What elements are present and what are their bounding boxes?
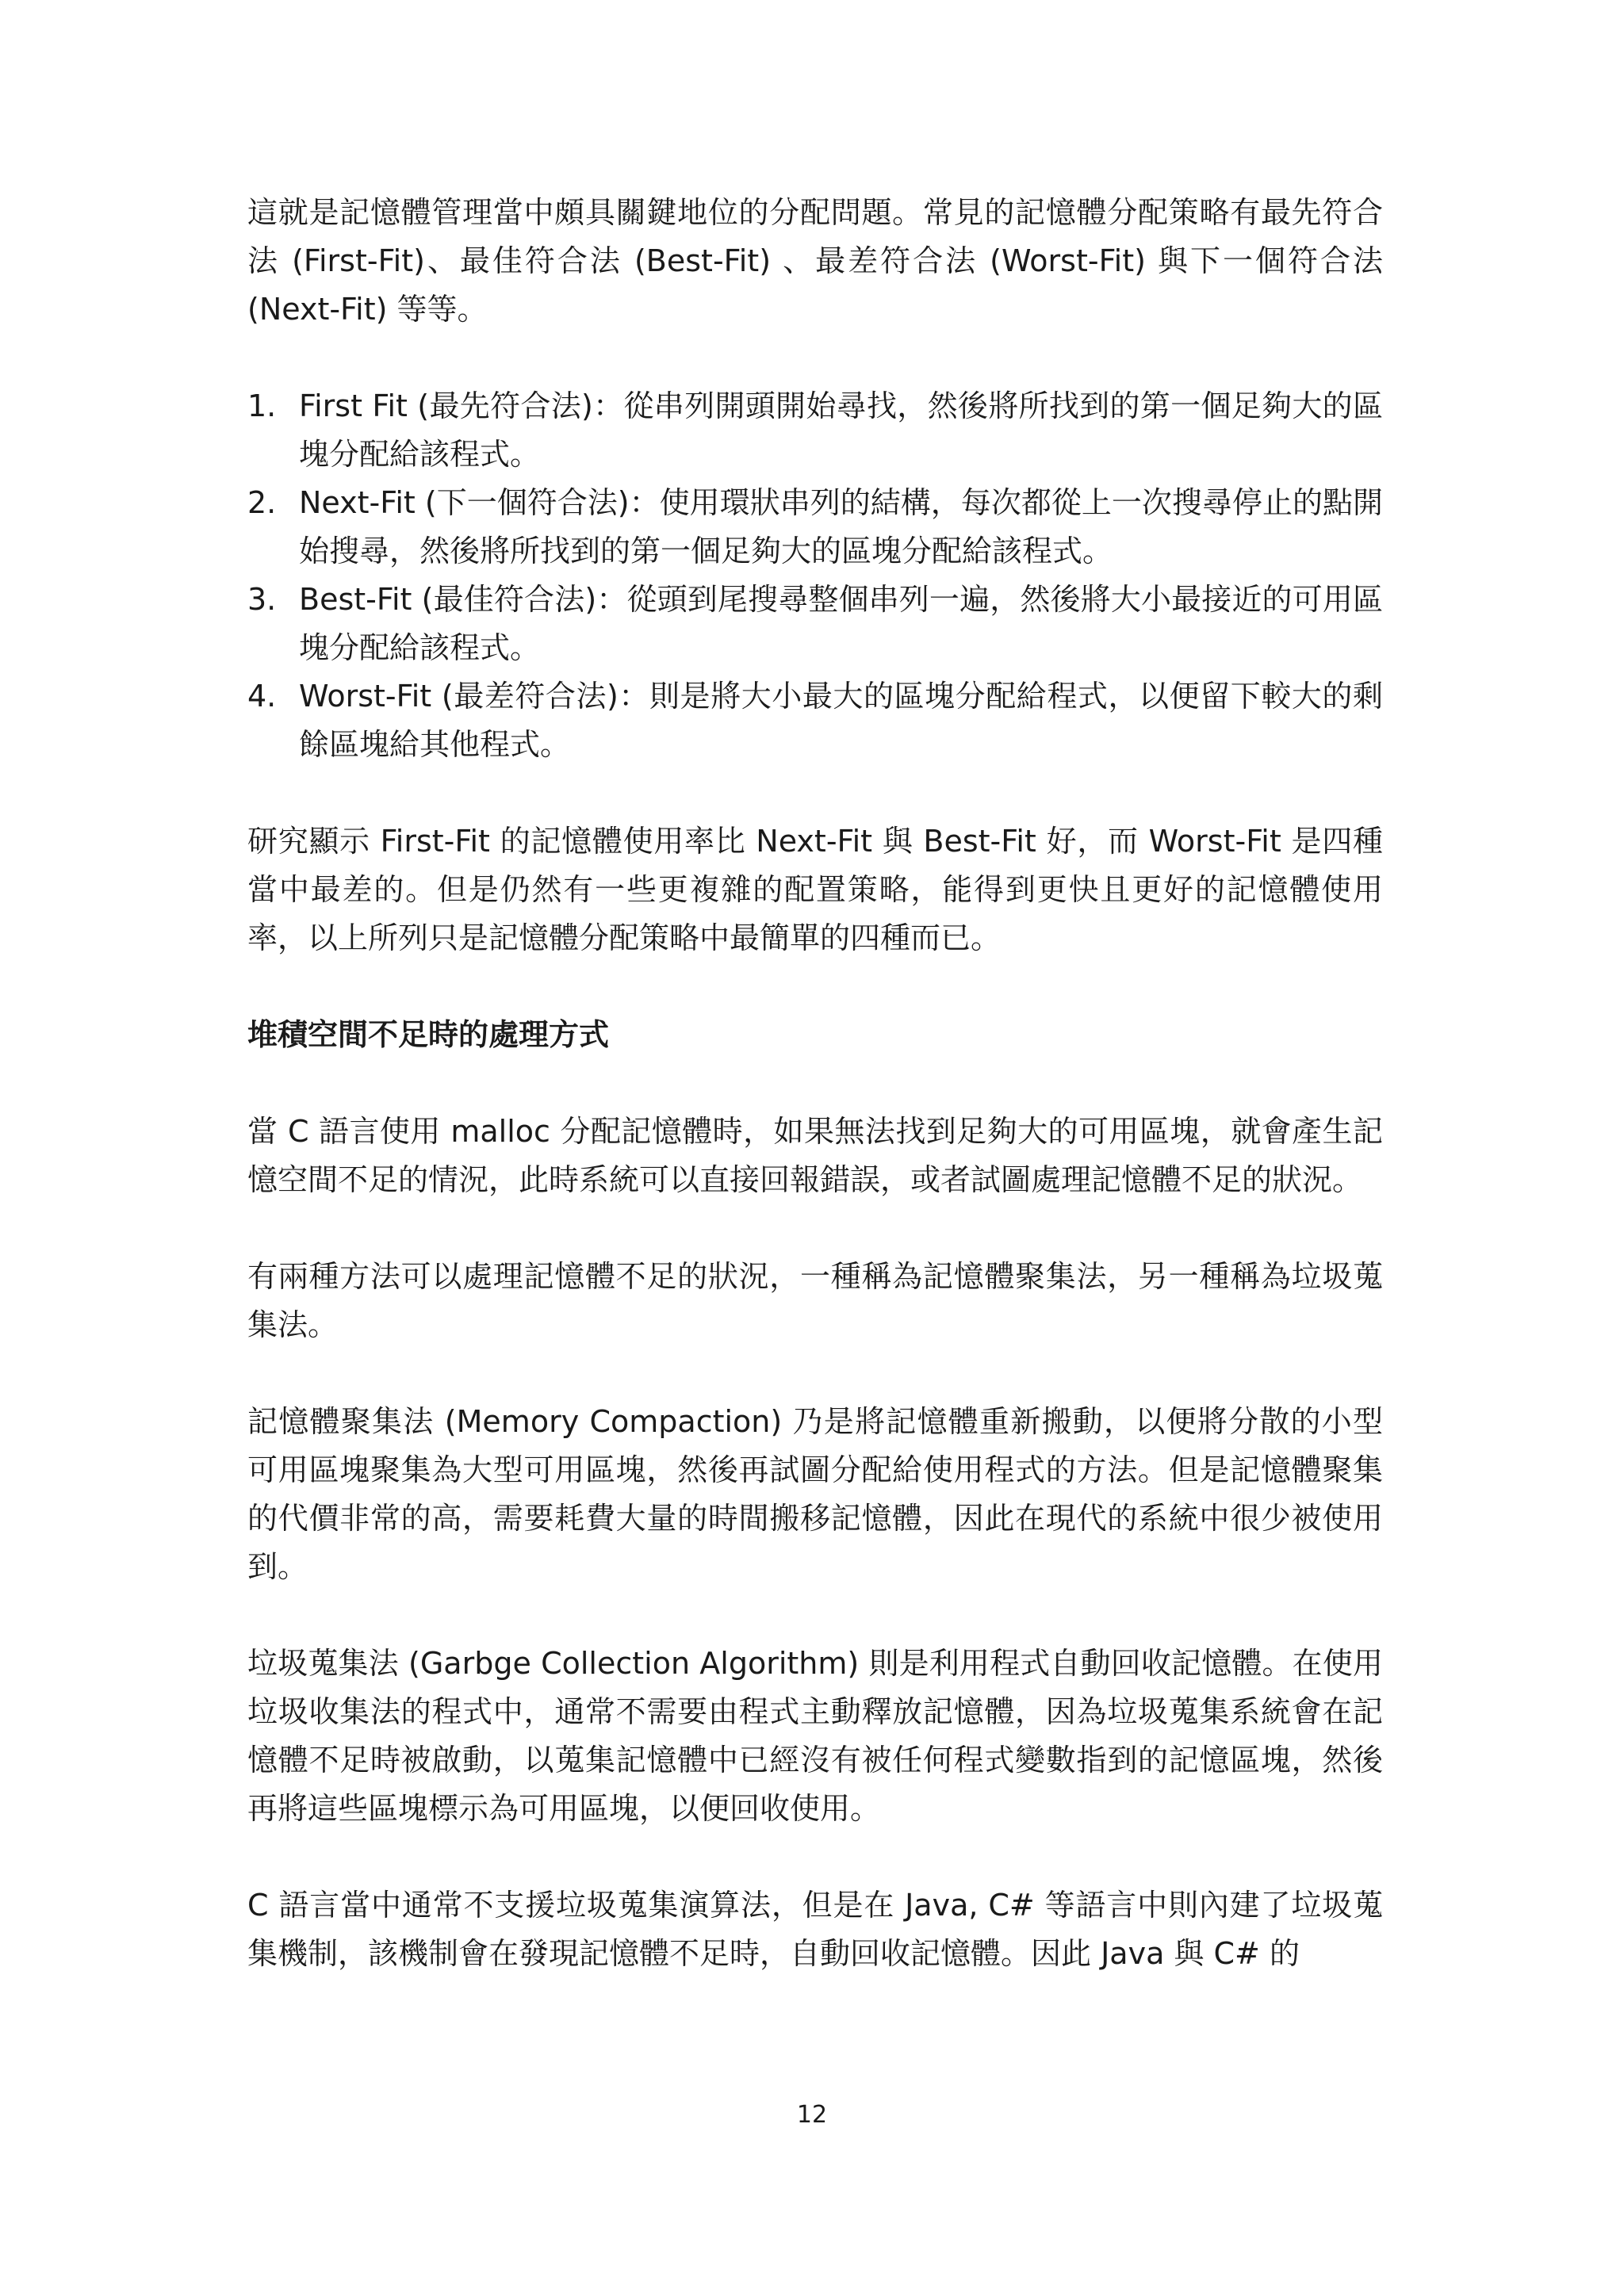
list-item-number: 1. [247, 388, 277, 423]
list-item-number: 3. [247, 582, 277, 617]
list-item-text: First Fit (最先符合法)：從串列開頭開始尋找，然後將所找到的第一個足夠大的區塊分配給該程式。 [299, 388, 1383, 472]
list-item-number: 4. [247, 679, 277, 714]
research-paragraph: 研究顯示 First-Fit 的記憶體使用率比 Next-Fit 與 Best-Fit 好，而 Worst-Fit 是四種當中最差的。但是仍然有一些更複雜的配置策略，能得到更快且更好的記憶體使用率，以上所列只是記憶體分配策略中最簡單的四種而已。 [247, 824, 1383, 955]
memory-compaction-paragraph: 記憶體聚集法 (Memory Compaction) 乃是將記憶體重新搬動，以便將分散的小型可用區塊聚集為大型可用區塊，然後再試圖分配給使用程式的方法。但是記憶體聚集的代價非常的高，需要耗費大量的時間搬移記憶體，因此在現代的系統中很少被使用到。 [247, 1404, 1383, 1584]
section-heading: 堆積空間不足時的處理方式 [247, 1017, 610, 1052]
c-language-paragraph: C 語言當中通常不支援垃圾蒐集演算法，但是在 Java, C# 等語言中則內建了垃圾蒐集機制，該機制會在發現記憶體不足時，自動回收記憶體。因此 Java 與 C# 的 [247, 1888, 1383, 1971]
intro-paragraph: 這就是記憶體管理當中頗具關鍵地位的分配問題。常見的記憶體分配策略有最先符合法 (First-Fit)、最佳符合法 (Best-Fit) 、最差符合法 (Worst-Fit) 與下一個符合法 (Next-Fit) 等等。 [247, 195, 1383, 327]
list-item [247, 382, 1383, 479]
list-item-text: Worst-Fit (最差符合法)：則是將大小最大的區塊分配給程式，以便留下較大的剩餘區塊給其他程式。 [299, 679, 1383, 762]
list-item-text: Best-Fit (最佳符合法)：從頭到尾搜尋整個串列一遍，然後將大小最接近的可用區塊分配給該程式。 [299, 582, 1383, 665]
two-methods-paragraph: 有兩種方法可以處理記憶體不足的狀況，一種稱為記憶體聚集法，另一種稱為垃圾蒐集法。 [247, 1259, 1383, 1342]
page-content [247, 189, 1383, 1978]
malloc-paragraph: 當 C 語言使用 malloc 分配記憶體時，如果無法找到足夠大的可用區塊，就會產生記憶空間不足的情況，此時系統可以直接回報錯誤，或者試圖處理記憶體不足的狀況。 [247, 1114, 1383, 1197]
garbage-collection-paragraph: 垃圾蒐集法 (Garbge Collection Algorithm) 則是利用程式自動回收記憶體。在使用垃圾收集法的程式中，通常不需要由程式主動釋放記憶體，因為垃圾蒐集系統會在記憶體不足時被啟動，以蒐集記憶體中已經沒有被任何程式變數指到的記憶區塊，然後再將這些區塊標示為可用區塊，以便回收使用。 [247, 1646, 1383, 1826]
page-number: 12 [796, 2101, 828, 2129]
list-item [247, 576, 1383, 672]
list-item [247, 672, 1383, 769]
list-item [247, 479, 1383, 576]
list-item-text: Next-Fit (下一個符合法)：使用環狀串列的結構，每次都從上一次搜尋停止的點開始搜尋，然後將所找到的第一個足夠大的區塊分配給該程式。 [299, 485, 1383, 568]
list-item-number: 2. [247, 485, 277, 520]
allocation-strategy-list [247, 382, 1383, 769]
